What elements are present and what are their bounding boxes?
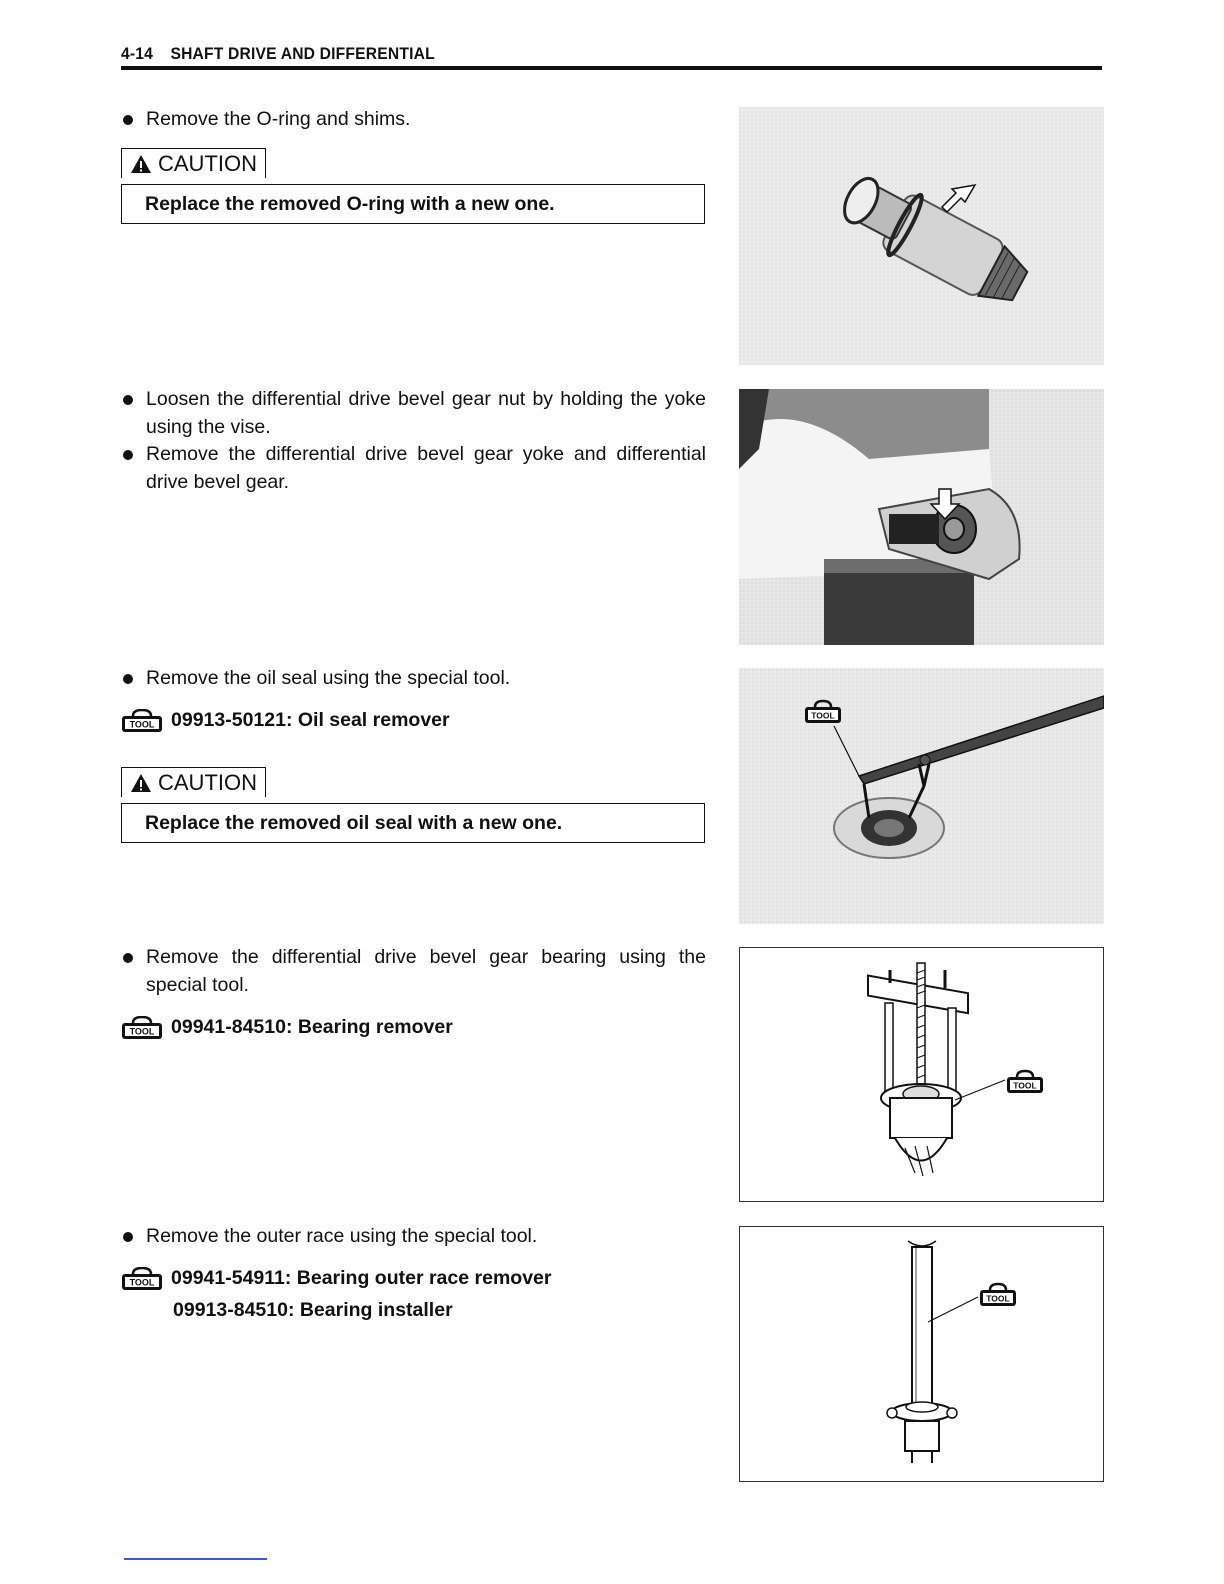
tool-spec-text: 09941-84510: Bearing remover [171, 1016, 453, 1038]
svg-text:TOOL: TOOL [129, 1026, 155, 1037]
bullet-dot [123, 674, 133, 684]
caution-box [121, 184, 705, 224]
bullet-item: Loosen the differential drive bevel gear nut by holding the yoke using the vise. [121, 385, 706, 441]
tool-spec-line [121, 1012, 453, 1043]
caution-text: Replace the removed O-ring with a new one. [145, 193, 555, 215]
section-title: SHAFT DRIVE AND DIFFERENTIAL [170, 44, 435, 63]
warning-triangle-icon [130, 773, 152, 793]
tool-box-icon [121, 1016, 163, 1040]
tool-box-icon [1007, 1071, 1043, 1093]
caution-label: CAUTION [121, 148, 266, 178]
bullet-dot [123, 953, 133, 963]
svg-text:TOOL: TOOL [129, 1277, 155, 1288]
warning-triangle-icon [130, 154, 152, 174]
caution-box [121, 803, 705, 843]
bullet-dot [123, 115, 133, 125]
svg-text:TOOL: TOOL [986, 1293, 1010, 1304]
tool-spec-text: 09941-54911: Bearing outer race remover [171, 1267, 552, 1289]
bullet-item: Remove the differential drive bevel gear yoke and differential drive bevel gear. [121, 440, 706, 496]
tool-box-icon [121, 709, 163, 733]
tool-box-icon [121, 1267, 163, 1291]
svg-text:TOOL: TOOL [811, 710, 835, 721]
tool-spec-text: 09913-50121: Oil seal remover [171, 709, 450, 731]
bullet-dot [123, 450, 133, 460]
bullet-item: Remove the outer race using the special tool. [121, 1222, 706, 1250]
photo-oil-seal-remover [739, 668, 1104, 924]
tool-spec-line [121, 1263, 551, 1294]
illustration-bearing-remover [739, 947, 1104, 1202]
photo-oring-removal [739, 107, 1104, 365]
svg-text:TOOL: TOOL [129, 719, 155, 730]
tool-spec-text: 09913-84510: Bearing installer [173, 1299, 453, 1321]
bullet-dot [123, 1232, 133, 1242]
page-header [121, 44, 435, 64]
svg-text:TOOL: TOOL [1013, 1080, 1037, 1091]
tool-spec-line [121, 1295, 453, 1326]
tool-spec-line [121, 705, 450, 736]
bullet-item: Remove the oil seal using the special tool. [121, 664, 706, 692]
bullet-item: Remove the differential drive bevel gear bearing using the special tool. [121, 943, 706, 999]
illustration-outer-race-remover [739, 1226, 1104, 1482]
photo-bevel-gear-vise [739, 389, 1104, 645]
bullet-item: Remove the O-ring and shims. [121, 105, 706, 133]
footer-link-underline[interactable] [124, 1558, 267, 1560]
tool-box-icon [980, 1284, 1016, 1306]
caution-text: Replace the removed oil seal with a new one. [145, 812, 563, 834]
bullet-dot [123, 395, 133, 405]
header-rule [121, 66, 1102, 70]
caution-label: CAUTION [121, 767, 266, 797]
page-number: 4-14 [121, 44, 154, 63]
